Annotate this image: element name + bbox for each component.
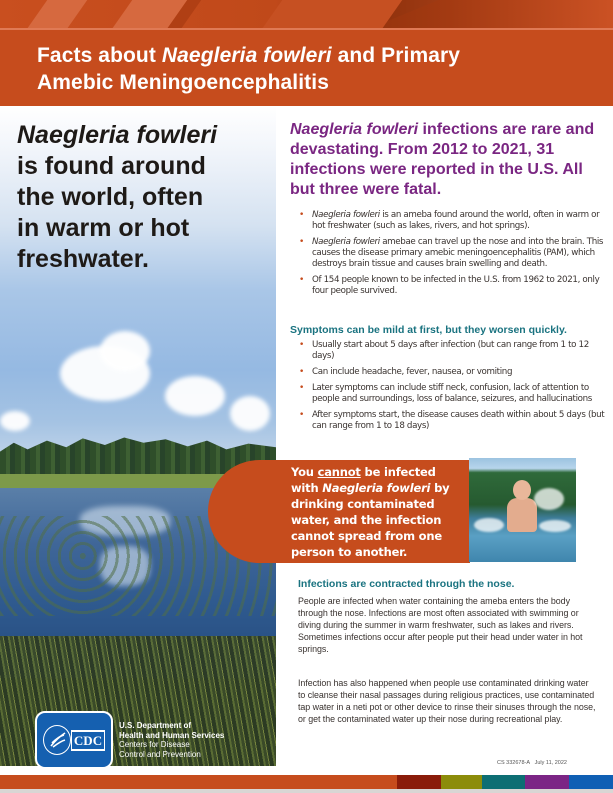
list-item: • Naegleria fowleri is an ameba found around the world, often in warm or hot freshwater (such as lakes, rivers, and hot springs). [290,210,608,232]
title-banner [0,30,613,106]
symptoms-list [290,340,608,437]
list-item: • After symptoms start, the disease causes death within about 5 days (but can range from 1 to 18 days) [290,410,608,432]
cdc-logo [35,711,113,769]
cdc-logo-text: CDC [73,732,103,748]
list-item: • Naegleria fowleri amebae can travel up the nose and into the brain. This causes the disease primary amebic meningoencephalitis (PAM), which destroys brain tissue and causes brain swelling and death. [290,237,608,270]
right-column [276,106,613,766]
left-heading: Naegleria fowleri is found around the world, often in warm or hot freshwater. [17,121,218,273]
facts-list [290,210,608,302]
swimming-child-photo [469,458,576,562]
hhs-seal-icon [43,725,71,755]
agency-name: U.S. Department of Health and Human Services Centers for Disease Control and Prevention [119,721,225,759]
intro-heading: Naegleria fowleri infections are rare and devastating. From 2012 to 2021, 31 infections were reported in the U.S. All but three were fatal. [290,121,595,198]
header-decorative-stripes [0,0,613,30]
transmission-heading: Infections are contracted through the nose. [298,578,515,590]
list-item: • Later symptoms can include stiff neck, confusion, lack of attention to people and surroundings, loss of balance, seizures, and hallucinations [290,383,608,405]
footer-color-band [0,775,613,793]
symptoms-heading: Symptoms can be mild at first, but they worsen quickly. [290,324,567,336]
document-id: CS 332678-A July 11, 2022 [497,760,567,766]
transmission-paragraph-2: Infection has also happened when people use contaminated drinking water to cleanse their nasal passages during religious practices, use contaminated tap water in a neti pot or other device to rinse their sinuses through the nose, or get the contaminated water up their nose during recreational play. [298,678,596,724]
list-item: • Can include headache, fever, nausea, or vomiting [290,367,608,378]
page-title: Facts about Naegleria fowleri and Primary Amebic Meningoencephalitis [37,44,461,94]
list-item: • Usually start about 5 days after infection (but can range from 1 to 12 days) [290,340,608,362]
transmission-paragraph-1: People are infected when water containing the ameba enters the body through the nose. Infections are most often associated with swimming or diving during the summer in warm freshwater, such as lakes and rivers. Sometimes infections occur after people put their head under water in hot springs. [298,596,583,654]
callout-text: You cannot be infected with Naegleria fowleri by drinking contaminated water, and the infection cannot spread from one person to another. [291,465,450,559]
list-item: • Of 154 people known to be infected in the U.S. from 1962 to 2021, only four people survived. [290,275,608,297]
